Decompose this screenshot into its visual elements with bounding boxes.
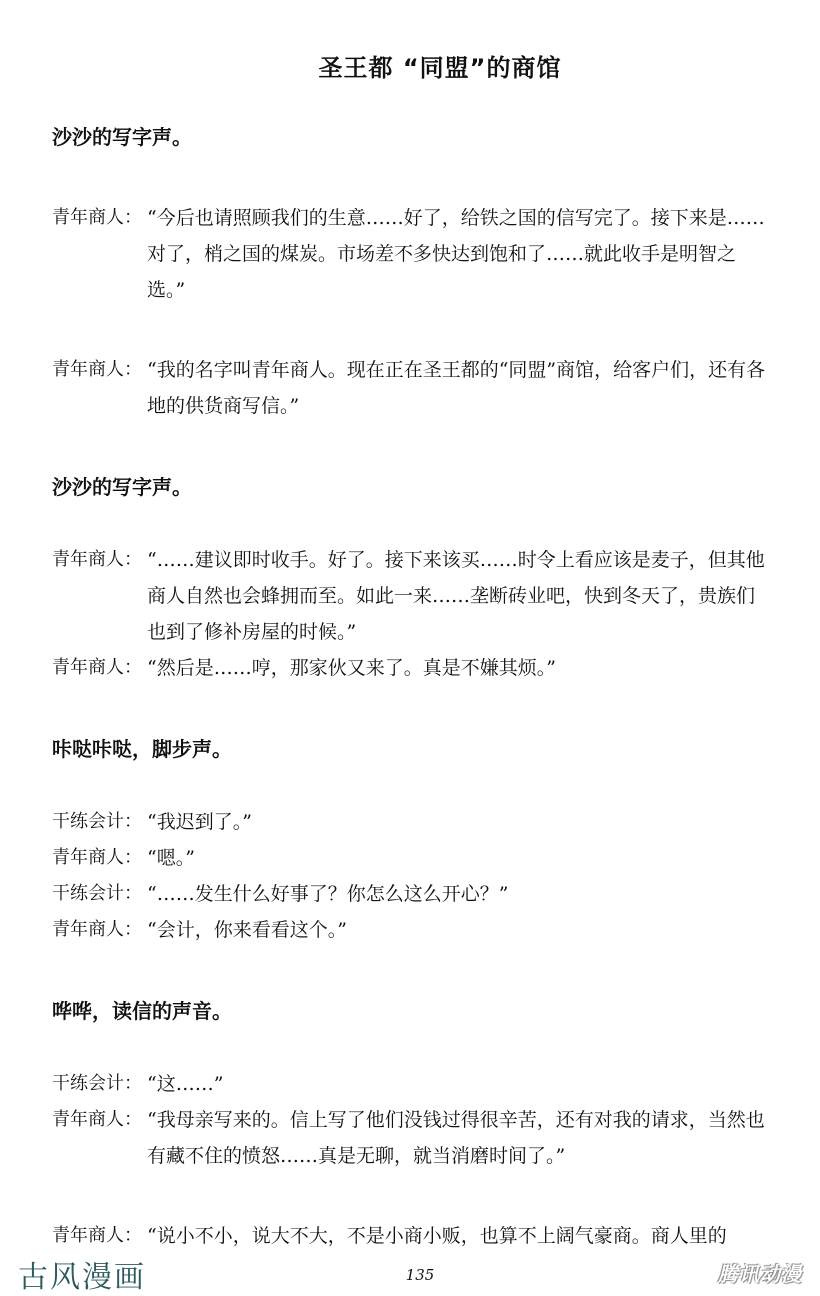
dialogue-line bbox=[52, 200, 772, 308]
dialogue-text: “嗯。” bbox=[147, 847, 195, 869]
sound-effect-line: 沙沙的写字声。 bbox=[52, 125, 192, 149]
speaker-label: 干练会计： bbox=[52, 883, 142, 904]
dialogue-text: “今后也请照顾我们的生意……好了，给铁之国的信写完了。接下来是……对了，梢之国的煤炭。市场差不多快达到饱和了……就此收手是明智之选。” bbox=[147, 207, 765, 301]
dialogue-text: “我的名字叫青年商人。现在正在圣王都的“同盟”商馆，给客户们，还有各地的供货商写信。” bbox=[147, 359, 766, 417]
speaker-label: 青年商人： bbox=[52, 847, 142, 868]
dialogue-text: “我母亲写来的。信上写了他们没钱过得很辛苦，还有对我的请求，当然也有藏不住的愤怒……真是无聊，就当消磨时间了。” bbox=[147, 1109, 765, 1167]
page-number: 135 bbox=[405, 1266, 435, 1284]
page-title: 圣王都 “同盟”的商馆 bbox=[318, 54, 562, 82]
dialogue-line bbox=[52, 840, 772, 876]
dialogue-text: “然后是……哼，那家伙又来了。真是不嫌其烦。” bbox=[147, 657, 556, 679]
speaker-label: 干练会计： bbox=[52, 1073, 142, 1094]
speaker-label: 青年商人： bbox=[52, 1109, 142, 1130]
speaker-label: 青年商人： bbox=[52, 919, 142, 940]
speaker-label: 青年商人： bbox=[52, 207, 142, 228]
sound-effect-line: 哗哗，读信的声音。 bbox=[52, 999, 232, 1023]
dialogue-line bbox=[52, 876, 772, 912]
speaker-label: 青年商人： bbox=[52, 1225, 142, 1246]
script-body bbox=[52, 118, 772, 1254]
dialogue-line bbox=[52, 352, 772, 424]
speaker-label: 干练会计： bbox=[52, 811, 142, 832]
dialogue-text: “说小不小，说大不大，不是小商小贩，也算不上阔气豪商。商人里的 bbox=[147, 1225, 727, 1247]
dialogue-line bbox=[52, 912, 772, 948]
dialogue-text: “这……” bbox=[147, 1073, 224, 1095]
dialogue-line bbox=[52, 1218, 772, 1254]
speaker-label: 青年商人： bbox=[52, 359, 142, 380]
dialogue-line bbox=[52, 804, 772, 840]
watermark-logo-right: 腾讯动漫 bbox=[718, 1262, 802, 1286]
dialogue-line bbox=[52, 650, 772, 686]
dialogue-text: “我迟到了。” bbox=[147, 811, 252, 833]
speaker-label: 青年商人： bbox=[52, 657, 142, 678]
dialogue-line bbox=[52, 542, 772, 650]
speaker-label: 青年商人： bbox=[52, 549, 142, 570]
dialogue-text: “……建议即时收手。好了。接下来该买……时令上看应该是麦子，但其他商人自然也会蜂拥而至。如此一来……垄断砖业吧，快到冬天了，贵族们也到了修补房屋的时候。” bbox=[147, 549, 765, 643]
dialogue-line bbox=[52, 1066, 772, 1102]
watermark-logo-left: 古风漫画 bbox=[18, 1260, 146, 1295]
dialogue-text: “……发生什么好事了？你怎么这么开心？” bbox=[147, 883, 509, 905]
dialogue-text: “会计，你来看看这个。” bbox=[147, 919, 347, 941]
dialogue-line bbox=[52, 1102, 772, 1174]
sound-effect-line: 咔哒咔哒，脚步声。 bbox=[52, 737, 232, 761]
sound-effect-line: 沙沙的写字声。 bbox=[52, 475, 192, 499]
